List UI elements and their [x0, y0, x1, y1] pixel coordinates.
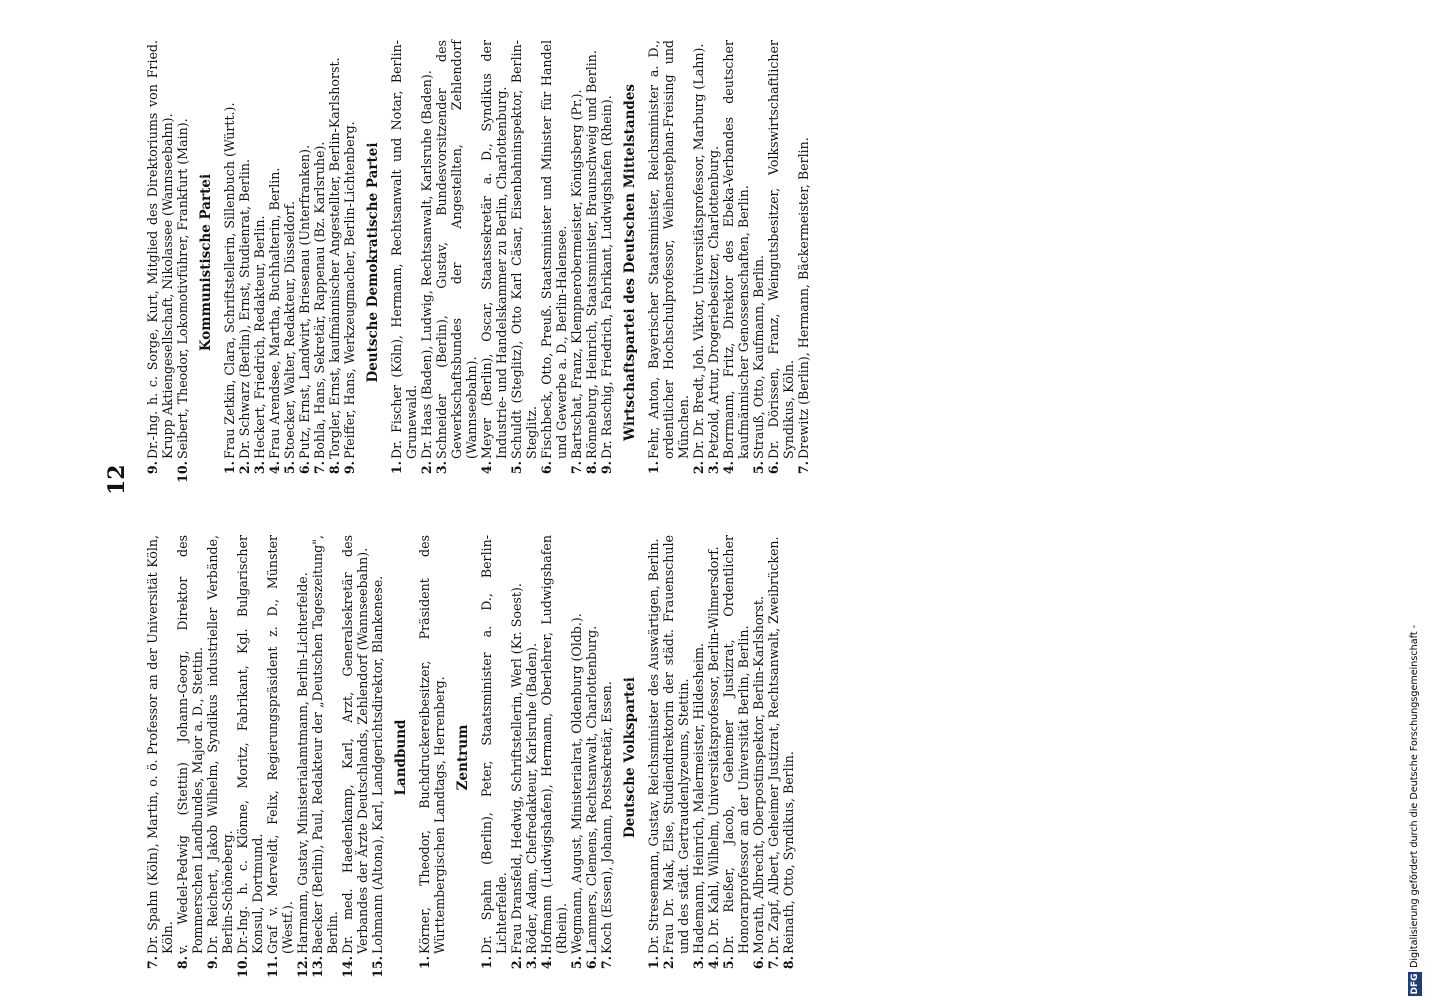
- entry-text: Dr. med. Haedenkamp, Karl, Arzt, Generalsekretär des Verbandes der Ärzte Deutschlands, Zehlendorf (Wannseebahn).: [340, 535, 370, 954]
- left-column: [145, 535, 796, 980]
- entry-text: Harmann, Gustav, Ministerialamtmann, Berlin-Lichterfelde.: [295, 572, 310, 954]
- entry-text: Reinath, Otto, Syndikus, Berlin.: [781, 751, 796, 954]
- entry-text: Dr. Dörissen, Franz, Weingutsbesitzer, Volkswirtschaftlicher Syndikus, Köln.: [766, 40, 796, 459]
- candidate-entry: [237, 40, 252, 485]
- entry-number: 9.: [342, 461, 357, 475]
- candidate-entry: [297, 40, 312, 485]
- entry-number: 9.: [145, 461, 160, 475]
- entry-number: 11.: [265, 956, 280, 978]
- candidate-entry: [265, 535, 295, 980]
- candidate-entry: [342, 40, 357, 485]
- candidate-entry: [781, 535, 796, 980]
- entry-number: 7.: [312, 461, 327, 475]
- entry-number: 1.: [222, 461, 237, 475]
- entry-text: Dr. Haas (Baden), Ludwig, Rechtsanwalt, Karlsruhe (Baden).: [419, 70, 434, 459]
- candidate-entry: [646, 535, 661, 980]
- entry-number: 4.: [267, 461, 282, 475]
- entry-number: 6.: [297, 461, 312, 475]
- candidate-entry: [370, 535, 385, 980]
- candidate-entry: [721, 40, 751, 485]
- entry-number: 1.: [646, 956, 661, 970]
- candidate-entry: [267, 40, 282, 485]
- entry-number: 7.: [145, 956, 160, 970]
- candidate-entry: [340, 535, 370, 980]
- entry-number: 3.: [434, 461, 449, 475]
- candidate-entry: [766, 40, 796, 485]
- entry-number: 2.: [419, 461, 434, 475]
- entry-text: Seibert, Theodor, Lokomotivführer, Frankfurt (Main).: [175, 118, 190, 459]
- entry-number: 4.: [539, 956, 554, 970]
- entry-number: 1.: [646, 461, 661, 475]
- entry-text: v. Wedel-Pedwig (Stettin) Johann-Georg, Direktor des Pommerschen Landbundes, Major a. D., Stettin.: [175, 535, 205, 954]
- candidate-entry: [175, 535, 205, 980]
- entry-number: 12.: [295, 956, 310, 978]
- entry-text: Fehr, Anton, Bayerischer Staatsminister, Reichsminister a. D., ordentlicher Hochschulprofessor, Weihenstephan-Freising und München.: [646, 40, 691, 459]
- entry-text: Schuldt (Steglitz), Otto Karl Cäsar, Eisenbahninspektor, Berlin-Steglitz.: [509, 40, 539, 459]
- entry-number: 10.: [235, 956, 250, 978]
- entry-text: D. Dr. Kahl, Wilhelm, Universitätsprofessor, Berlin-Wilmersdorf.: [706, 546, 721, 954]
- entry-number: 14.: [340, 956, 355, 978]
- entry-text: Stoecker, Walter, Redakteur, Düsseldorf.: [282, 201, 297, 459]
- entry-number: 3.: [252, 461, 267, 475]
- entry-number: 1.: [417, 956, 432, 970]
- entry-text: Koch (Essen), Johann, Postsekretär, Essen.: [599, 681, 614, 954]
- entry-text: Dr. Schwarz (Berlin), Ernst, Studienrat, Berlin.: [237, 158, 252, 459]
- dfg-logo-icon: DFG: [1410, 973, 1420, 995]
- entry-text: Hofmann (Ludwigshafen), Hermann, Oberlehrer, Ludwigshafen (Rhein).: [539, 535, 569, 954]
- entry-text: Körner, Theodor, Buchdruckereibesitzer, Präsident des Württembergischen Landtags, Herrenberg.: [417, 535, 447, 954]
- candidate-entry: [282, 40, 297, 485]
- entry-text: Morath, Albrecht, Oberpostinspektor, Berlin-Karlshorst.: [751, 596, 766, 954]
- entry-text: Dr.-Ing. h. c. Klönne, Moritz, Fabrikant, Kgl. Bulgarischer Konsul, Dortmund.: [235, 535, 265, 954]
- candidate-entry: [479, 535, 509, 980]
- candidate-entry: [646, 40, 691, 485]
- entry-number: 5.: [509, 461, 524, 475]
- party-heading: Deutsche Volkspartei: [622, 677, 638, 838]
- candidate-entry: [295, 535, 310, 980]
- entry-text: Bohla, Hans, Sekretär, Rappenau (Bz. Karlsruhe).: [312, 141, 327, 459]
- candidate-entry: [796, 40, 811, 485]
- entry-text: Putz, Ernst, Landwirt, Briesenau (Unterfranken).: [297, 144, 312, 459]
- candidate-entry: [766, 535, 781, 980]
- dfg-credit: [1407, 0, 1425, 1000]
- candidate-entry: [584, 40, 599, 485]
- entry-text: Lohmann (Altona), Karl, Landgerichtsdirektor, Blankenese.: [370, 575, 385, 954]
- entry-text: Strauß, Otto, Kaufmann, Berlin.: [751, 254, 766, 459]
- entry-text: Petzold, Artur, Drogeriebesitzer, Charlottenburg.: [706, 145, 721, 459]
- entry-number: 6.: [584, 956, 599, 970]
- entry-text: Meyer (Berlin), Oscar, Staatssekretär a. D., Syndikus der Industrie- und Handelskammer zu Berlin, Charlottenburg.: [479, 40, 509, 459]
- candidate-entry: [661, 535, 691, 980]
- entry-text: Dr. Dr. Bredt, Joh. Viktor, Universitätsprofessor, Marburg (Lahn).: [691, 43, 706, 459]
- candidate-entry: [751, 40, 766, 485]
- entry-number: 1.: [479, 956, 494, 970]
- entry-text: Dr. Raschig, Friedrich, Fabrikant, Ludwigshafen (Rhein).: [599, 95, 614, 459]
- page-number: 12: [104, 464, 130, 495]
- entry-text: Hademann, Heinrich, Malermeister, Hildesheim.: [691, 643, 706, 954]
- entry-number: 3.: [706, 461, 721, 475]
- entry-text: Drewitz (Berlin), Hermann, Bäckermeister, Berlin.: [796, 137, 811, 459]
- candidate-entry: [569, 40, 584, 485]
- entry-number: 8.: [175, 956, 190, 970]
- party-heading: Kommunistische Partei: [198, 173, 214, 352]
- entry-number: 4.: [479, 461, 494, 475]
- entry-number: 15.: [370, 956, 385, 978]
- party-heading: Wirtschaftspartei des Deutschen Mittelstandes: [622, 83, 638, 442]
- entry-number: 6.: [766, 461, 781, 475]
- candidate-entry: [389, 40, 419, 485]
- entry-number: 2.: [237, 461, 252, 475]
- entry-text: Lammers, Clemens, Rechtsanwalt, Charlottenburg.: [584, 625, 599, 954]
- candidate-entry: [539, 40, 569, 485]
- candidate-entry: [539, 535, 569, 980]
- entry-text: Dr. Spahn (Köln), Martin, o. ö. Professor an der Universität Köln, Köln.: [145, 535, 175, 954]
- entry-text: Frau Arendsee, Martha, Buchhalterin, Berlin.: [267, 167, 282, 459]
- candidate-entry: [434, 40, 479, 485]
- entry-text: Dr.-Ing. h. c. Sorge, Kurt, Mitglied des Direktoriums von Fried. Krupp Aktiengesellschaft, Nikolassee (Wannseebahn).: [145, 40, 175, 459]
- candidate-entry: [417, 535, 447, 980]
- entry-number: 2.: [661, 956, 676, 970]
- entry-number: 7.: [569, 461, 584, 475]
- candidate-entry: [584, 535, 599, 980]
- entry-number: 2.: [509, 956, 524, 970]
- entry-number: 5.: [569, 956, 584, 970]
- entry-number: 3.: [524, 956, 539, 970]
- candidate-entry: [691, 535, 706, 980]
- right-column: [145, 40, 811, 485]
- party-heading: Zentrum: [455, 724, 471, 791]
- entry-text: Torgler, Ernst, kaufmännischer Angestellter, Berlin-Karlshorst.: [327, 57, 342, 459]
- candidate-entry: [419, 40, 434, 485]
- entry-text: Rönneburg, Heinrich, Staatsminister, Braunschweig und Berlin.: [584, 50, 599, 459]
- entry-number: 1.: [389, 461, 404, 475]
- entry-number: 3.: [691, 956, 706, 970]
- entry-text: Dr. Stresemann, Gustav, Reichsminister des Auswärtigen, Berlin.: [646, 538, 661, 954]
- entry-text: Bartschat, Franz, Klempnerobermeister, Königsberg (Pr.).: [569, 89, 584, 459]
- candidate-entry: [222, 40, 237, 485]
- entry-text: Dr. Rießer, Jacob, Geheimer Justizrat, Ordentlicher Honorarprofessor an der Universität Berlin, Berlin.: [721, 535, 751, 954]
- entry-text: Dr. Zapf, Albert, Geheimer Justizrat, Rechtsanwalt, Zweibrücken.: [766, 536, 781, 954]
- entry-text: Borrmann, Fritz, Direktor des Ebeka-Verbandes deutscher kaufmännischer Genossenschaften, Berlin.: [721, 40, 751, 459]
- candidate-entry: [235, 535, 265, 980]
- entry-number: 7.: [796, 461, 811, 475]
- candidate-entry: [145, 535, 175, 980]
- candidate-entry: [312, 40, 327, 485]
- candidate-entry: [205, 535, 235, 980]
- entry-number: 5.: [751, 461, 766, 475]
- entry-number: 10.: [175, 461, 190, 483]
- entry-text: Graf v. Merveldt, Felix, Regierungspräsident z. D., Münster (Westf.).: [265, 535, 295, 954]
- credit-text: Digitalisierung gefördert durch die Deutsche Forschungsgemeinschaft -: [1409, 624, 1420, 968]
- entry-number: 8.: [584, 461, 599, 475]
- candidate-entry: [252, 40, 267, 485]
- entry-text: Fischbeck, Otto, Preuß. Staatsminister und Minister für Handel und Gewerbe a. D., Berlin-Halensee.: [539, 40, 569, 459]
- entry-number: 5.: [282, 461, 297, 475]
- candidate-entry: [524, 535, 539, 980]
- entry-number: 9.: [205, 956, 220, 970]
- entry-text: Dr. Spahn (Berlin), Peter, Staatsminister a. D., Berlin-Lichterfelde.: [479, 535, 509, 954]
- party-heading: Deutsche Demokratische Partei: [365, 142, 381, 383]
- entry-number: 13.: [310, 956, 325, 978]
- entry-text: Pfeiffer, Hans, Werkzeugmacher, Berlin-Lichtenberg.: [342, 121, 357, 459]
- candidate-entry: [175, 40, 190, 485]
- candidate-entry: [599, 40, 614, 485]
- entry-number: 4.: [721, 461, 736, 475]
- candidate-entry: [706, 40, 721, 485]
- entry-text: Dr. Fischer (Köln), Hermann, Rechtsanwalt und Notar, Berlin-Grunewald.: [389, 40, 419, 459]
- entry-text: Frau Dr. Mak, Else, Studiendirektorin der städt. Frauenschule und des städt. Gertraudenlyzeums, Stettin.: [661, 535, 691, 954]
- party-heading: Landbund: [393, 719, 409, 796]
- entry-number: 6.: [751, 956, 766, 970]
- candidate-entry: [509, 535, 524, 980]
- entry-number: 8.: [781, 956, 796, 970]
- entry-number: 5.: [721, 956, 736, 970]
- entry-number: 6.: [539, 461, 554, 475]
- entry-text: Frau Dransfeld, Hedwig, Schriftstellerin, Werl (Kr. Soest).: [509, 583, 524, 954]
- candidate-entry: [599, 535, 614, 980]
- entry-number: 4.: [706, 956, 721, 970]
- entry-text: Frau Zetkin, Clara, Schriftstellerin, Sillenbuch (Württ.).: [222, 102, 237, 459]
- candidate-entry: [310, 535, 340, 980]
- candidate-entry: [721, 535, 751, 980]
- candidate-entry: [145, 40, 175, 485]
- entry-number: 2.: [691, 461, 706, 475]
- candidate-entry: [751, 535, 766, 980]
- candidate-entry: [327, 40, 342, 485]
- entry-text: Schneider (Berlin), Gustav, Bundesvorsitzender des Gewerkschaftsbundes der Angestellten, Zehlendorf (Wannseebahn).: [434, 40, 479, 459]
- entry-text: Dr. Reichert, Jakob Wilhelm, Syndikus industrieller Verbände, Berlin-Schöneberg.: [205, 535, 235, 954]
- entry-number: 7.: [599, 956, 614, 970]
- entry-text: Heckert, Friedrich, Redakteur, Berlin.: [252, 215, 267, 459]
- entry-number: 8.: [327, 461, 342, 475]
- candidate-entry: [509, 40, 539, 485]
- candidate-entry: [691, 40, 706, 485]
- entry-number: 7.: [766, 956, 781, 970]
- entry-text: Röder, Adam, Chefredakteur, Karlsruhe (Baden).: [524, 643, 539, 954]
- candidate-entry: [479, 40, 509, 485]
- entry-number: 9.: [599, 461, 614, 475]
- candidate-entry: [569, 535, 584, 980]
- entry-text: Wegmann, August, Ministerialrat, Oldenburg (Oldb.).: [569, 613, 584, 954]
- entry-text: Baecker (Berlin), Paul, Redakteur der „Deutschen Tageszeitung", Berlin.: [310, 535, 340, 954]
- candidate-entry: [706, 535, 721, 980]
